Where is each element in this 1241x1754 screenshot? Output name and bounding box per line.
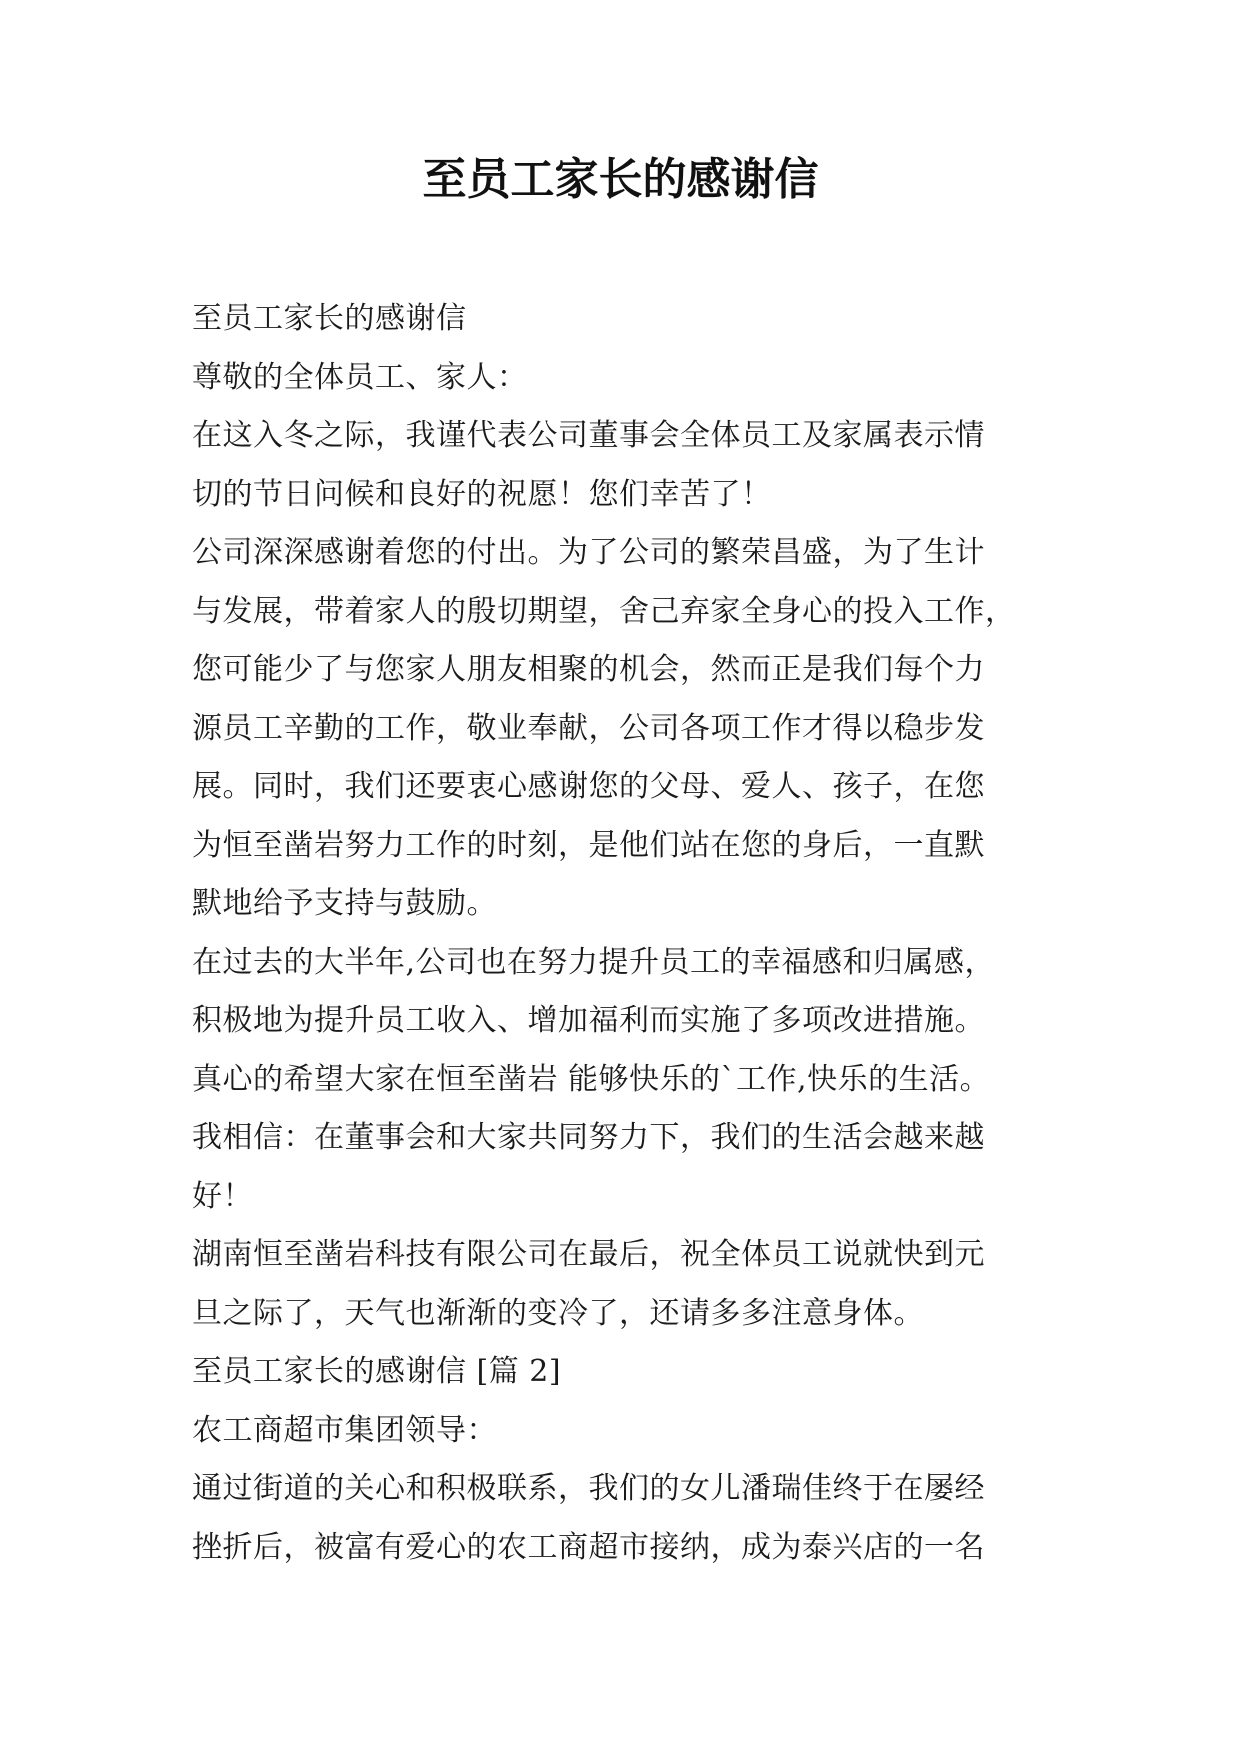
text-line: 源员工辛勤的工作，敬业奉献，公司各项工作才得以稳步发 [192, 710, 985, 746]
document-title: 至员工家长的感谢信 [422, 154, 819, 205]
text-line: 切的节日问候和良好的祝愿！您们幸苦了！ [192, 476, 772, 512]
text-line: 公司深深感谢着您的付出。为了公司的繁荣昌盛，为了生计 [192, 535, 985, 570]
text-line: 积极地为提升员工收入、增加福利而实施了多项改进措施。 [192, 1003, 985, 1038]
text-line: 默地给予支持与鼓励。 [192, 886, 497, 921]
text-line: 在这入冬之际，我谨代表公司董事会全体员工及家属表示情 [192, 418, 985, 453]
text-line: 湖南恒至凿岩科技有限公司在最后，祝全体员工说就快到元 [192, 1237, 985, 1272]
text-line: 我相信：在董事会和大家共同努力下，我们的生活会越来越 [192, 1120, 985, 1155]
text-line: 至员工家长的感谢信 [篇 2] [192, 1354, 562, 1389]
text-line: 至员工家长的感谢信 [192, 301, 467, 336]
text-line: 与发展，带着家人的殷切期望，舍己弃家全身心的投入工作， [192, 593, 1016, 629]
text-line: 旦之际了，天气也渐渐的变冷了，还请多多注意身体。 [192, 1295, 924, 1331]
text-line: 挫折后，被富有爱心的农工商超市接纳，成为泰兴店的一名 [192, 1529, 985, 1565]
text-line: 尊敬的全体员工、家人： [192, 359, 528, 395]
text-line: 为恒至凿岩努力工作的时刻，是他们站在您的身后，一直默 [192, 827, 985, 863]
text-line: 通过街道的关心和积极联系，我们的女儿潘瑞佳终于在屡经 [192, 1471, 985, 1506]
text-line: 真心的希望大家在恒至凿岩 能够快乐的`工作,快乐的生活。 [192, 1061, 991, 1097]
text-line: 好！ [192, 1178, 253, 1214]
text-line: 展。同时，我们还要衷心感谢您的父母、爱人、孩子，在您 [192, 769, 985, 804]
document-body [192, 290, 1072, 1577]
text-line: 农工商超市集团领导： [192, 1412, 497, 1448]
text-line: 在过去的大半年,公司也在努力提升员工的幸福感和归属感， [192, 944, 996, 980]
text-line: 您可能少了与您家人朋友相聚的机会，然而正是我们每个力 [192, 652, 985, 687]
